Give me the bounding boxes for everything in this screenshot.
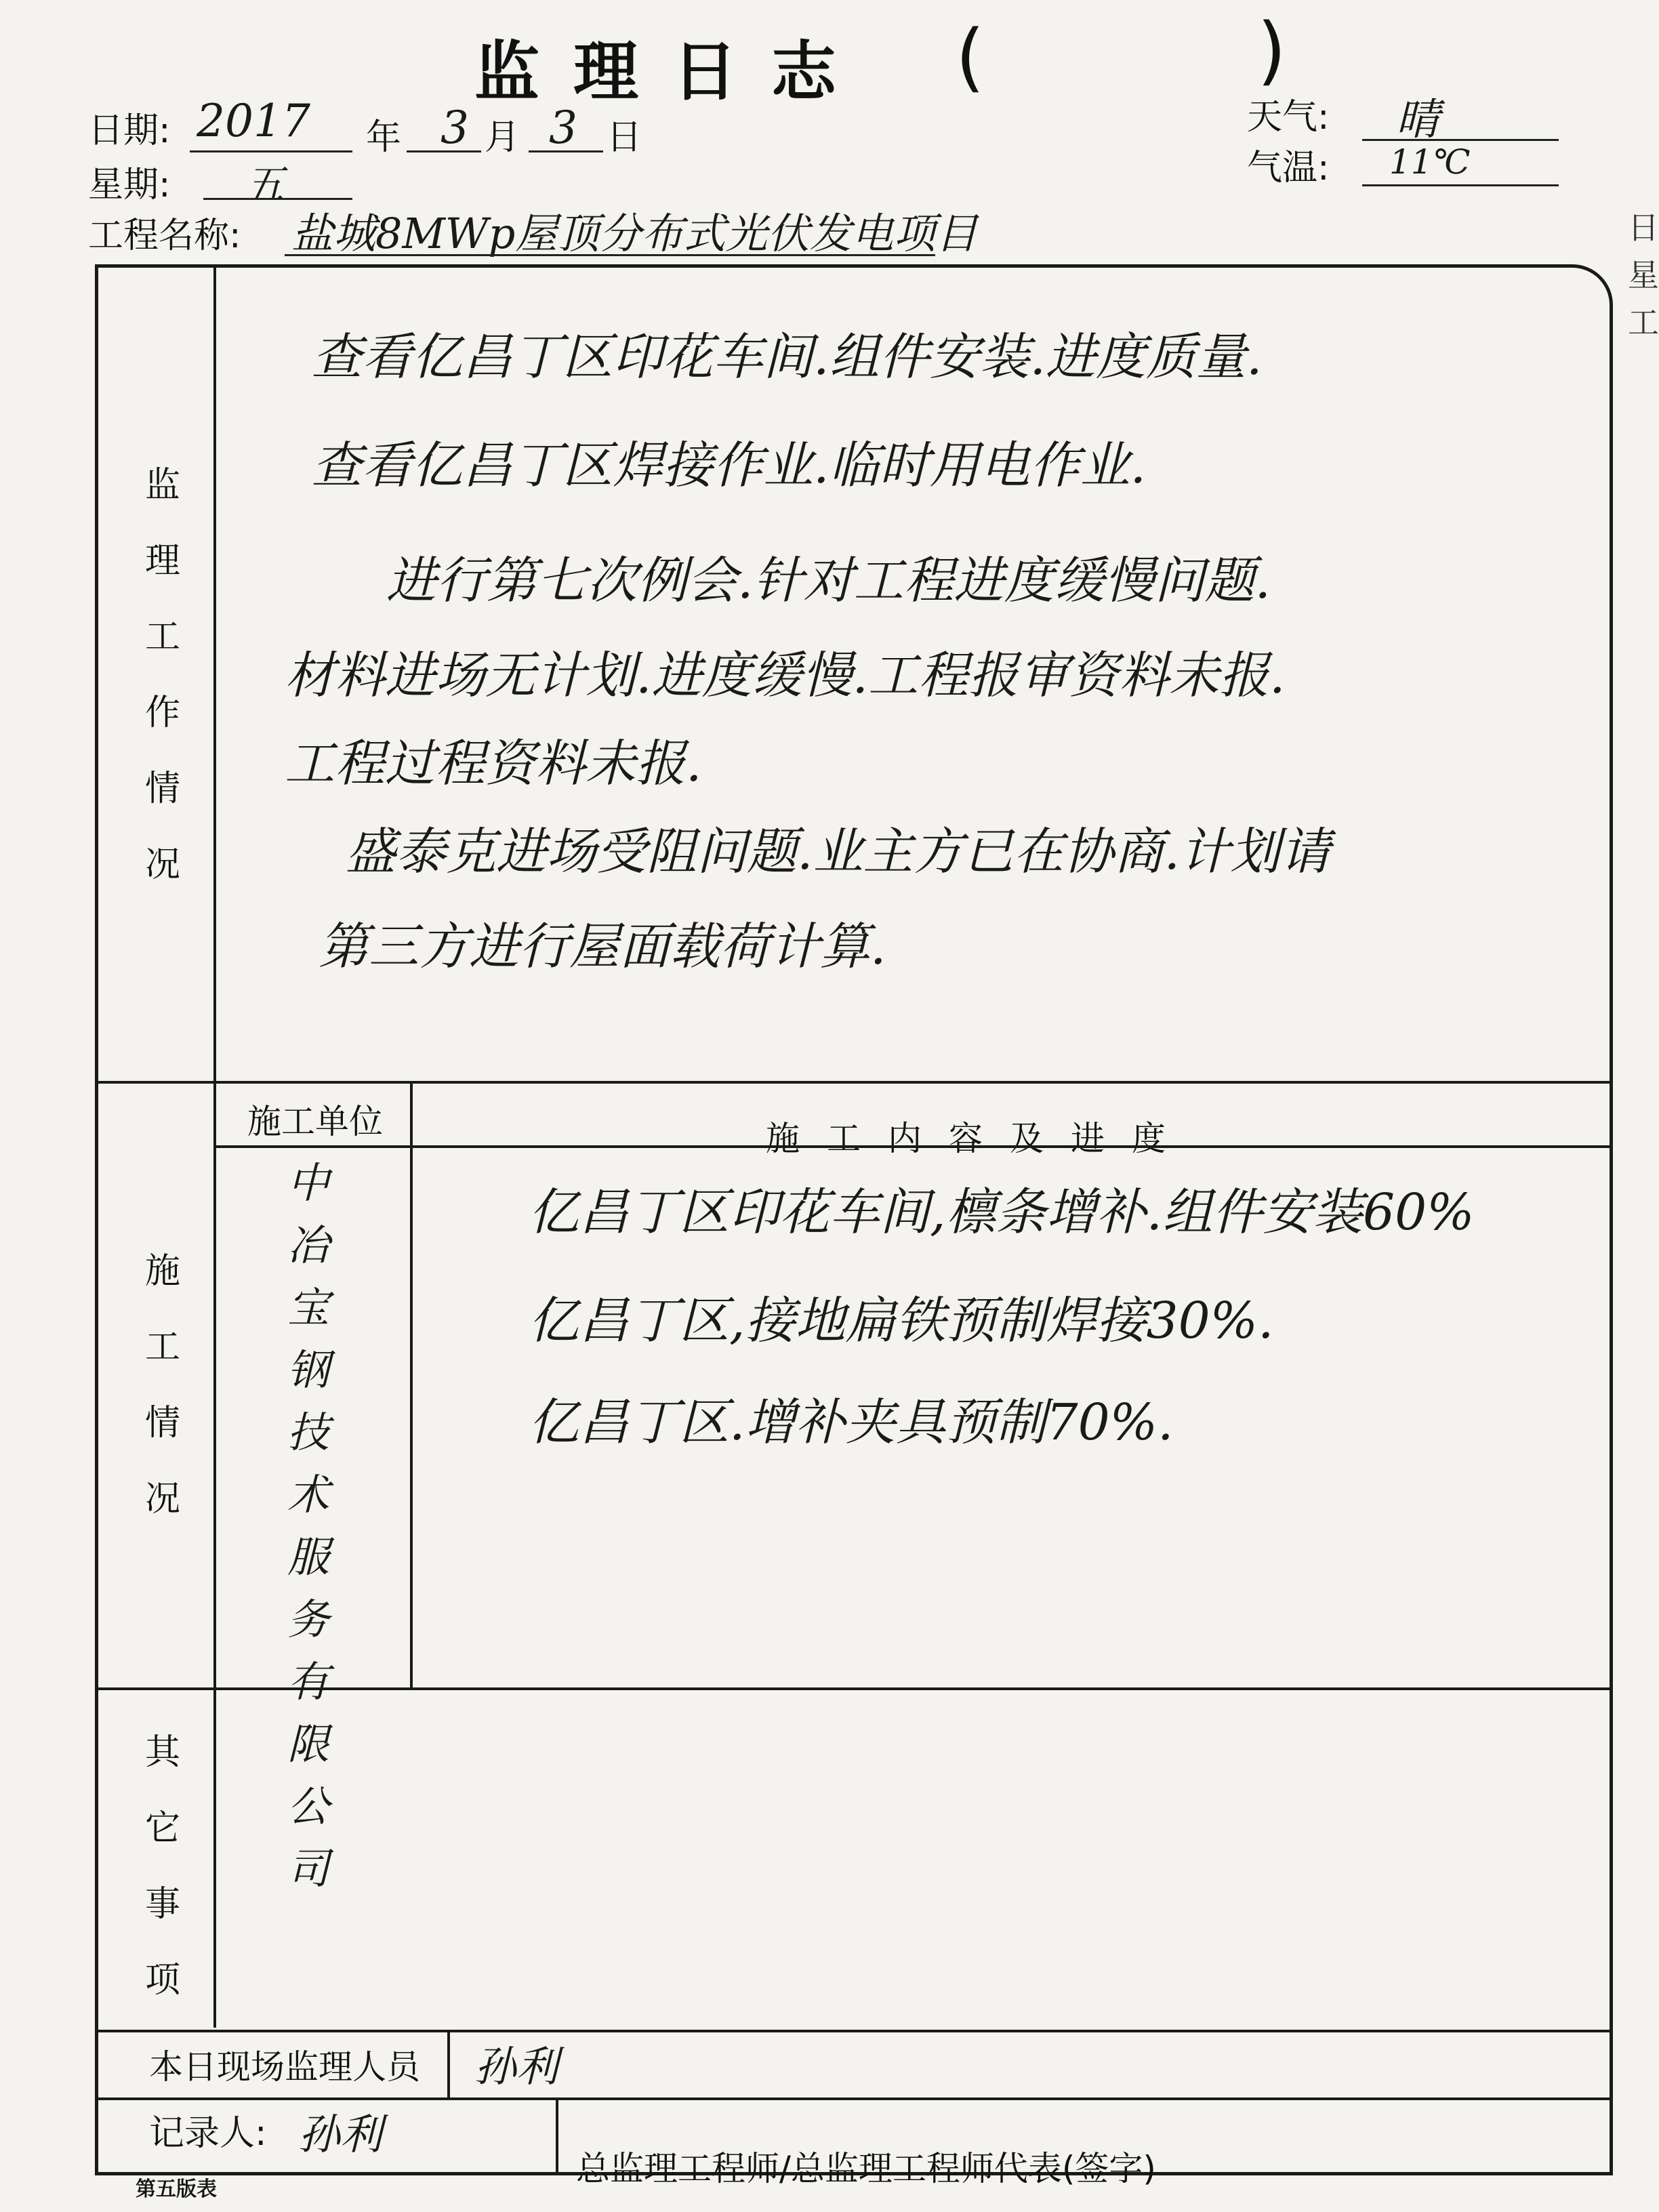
weekday-value: 五 xyxy=(244,161,285,209)
supervision-section-label: 监理工作情况 xyxy=(144,465,180,885)
other-section-label: 其它事项 xyxy=(144,1732,180,2001)
construction-line-2: 亿昌丁区,接地扁铁预制焊接30%. xyxy=(529,1292,1274,1350)
supervision-line-5: 工程过程资料未报. xyxy=(285,735,702,793)
supervision-bottom-line xyxy=(96,1081,1612,1084)
supervision-line-7: 第三方进行屋面载荷计算. xyxy=(319,918,886,976)
page-title: 监理日志 xyxy=(474,34,870,110)
day-underline xyxy=(529,150,603,152)
supervision-line-4: 材料进场无计划.进度缓慢.工程报审资料未报. xyxy=(285,647,1286,705)
edge-char-2: 星 xyxy=(1628,257,1659,293)
weather-label: 天气: xyxy=(1247,97,1330,138)
construction-unit-name: 中冶宝钢技术服务有限公司 xyxy=(287,1158,329,1893)
construction-unit-header: 施工单位 xyxy=(247,1102,383,1141)
edge-char-1: 日 xyxy=(1628,209,1659,246)
month-unit: 月 xyxy=(485,117,520,158)
weekday-label: 星期: xyxy=(88,165,171,205)
temp-label: 气温: xyxy=(1247,148,1330,188)
supervision-line-3: 进行第七次例会.针对工程进度缓慢问题. xyxy=(386,552,1271,610)
staff-label: 本日现场监理人员 xyxy=(149,2047,420,2087)
chief-engineer-label: 总监理工程师/总监理工程师代表(签字) xyxy=(576,2149,1156,2188)
month-underline xyxy=(407,150,481,152)
title-paren-open: ( xyxy=(956,14,985,100)
date-month: 3 xyxy=(441,102,469,154)
date-day: 3 xyxy=(549,102,577,154)
project-underline xyxy=(285,254,935,256)
date-label: 日期: xyxy=(88,110,171,151)
supervision-line-2: 查看亿昌丁区焊接作业.临时用电作业. xyxy=(312,436,1147,495)
staff-divider xyxy=(447,2031,450,2099)
recorder-divider xyxy=(556,2099,558,2175)
recorder-signature: 孙利 xyxy=(298,2110,383,2159)
construction-line-1: 亿昌丁区印花车间,檩条增补.组件安装60% xyxy=(529,1183,1475,1242)
recorder-label: 记录人: xyxy=(149,2113,267,2154)
project-label: 工程名称: xyxy=(88,216,241,256)
weather-underline xyxy=(1362,139,1559,141)
form-version: 第五版表 xyxy=(136,2177,217,2201)
supervision-line-1: 查看亿昌丁区印花车间.组件安装.进度质量. xyxy=(312,328,1263,386)
supervision-line-6: 盛泰克进场受阻问题.业主方已在协商.计划请 xyxy=(346,823,1331,881)
staff-signature: 孙利 xyxy=(474,2042,559,2091)
construction-header-line xyxy=(215,1145,1612,1148)
day-unit: 日 xyxy=(607,117,642,158)
construction-line-3: 亿昌丁区.增补夹具预制70%. xyxy=(529,1393,1174,1452)
date-year: 2017 xyxy=(197,95,310,147)
construction-section-label: 施工情况 xyxy=(144,1251,180,1519)
staff-row-top-line xyxy=(96,2030,1612,2032)
title-paren-close: ) xyxy=(1257,7,1286,94)
edge-char-3: 工 xyxy=(1628,304,1659,341)
construction-bottom-line xyxy=(96,1687,1612,1690)
weather-value: 晴 xyxy=(1396,95,1439,145)
year-unit: 年 xyxy=(366,117,402,158)
temp-underline xyxy=(1362,184,1559,186)
unit-column-divider xyxy=(410,1082,413,1687)
project-name: 盐城8MWp屋顶分布式光伏发电项目 xyxy=(291,209,978,258)
construction-content-header: 施工内容及进度 xyxy=(766,1119,1193,1158)
recorder-row-top-line xyxy=(96,2097,1612,2100)
temp-value: 11℃ xyxy=(1389,142,1471,182)
